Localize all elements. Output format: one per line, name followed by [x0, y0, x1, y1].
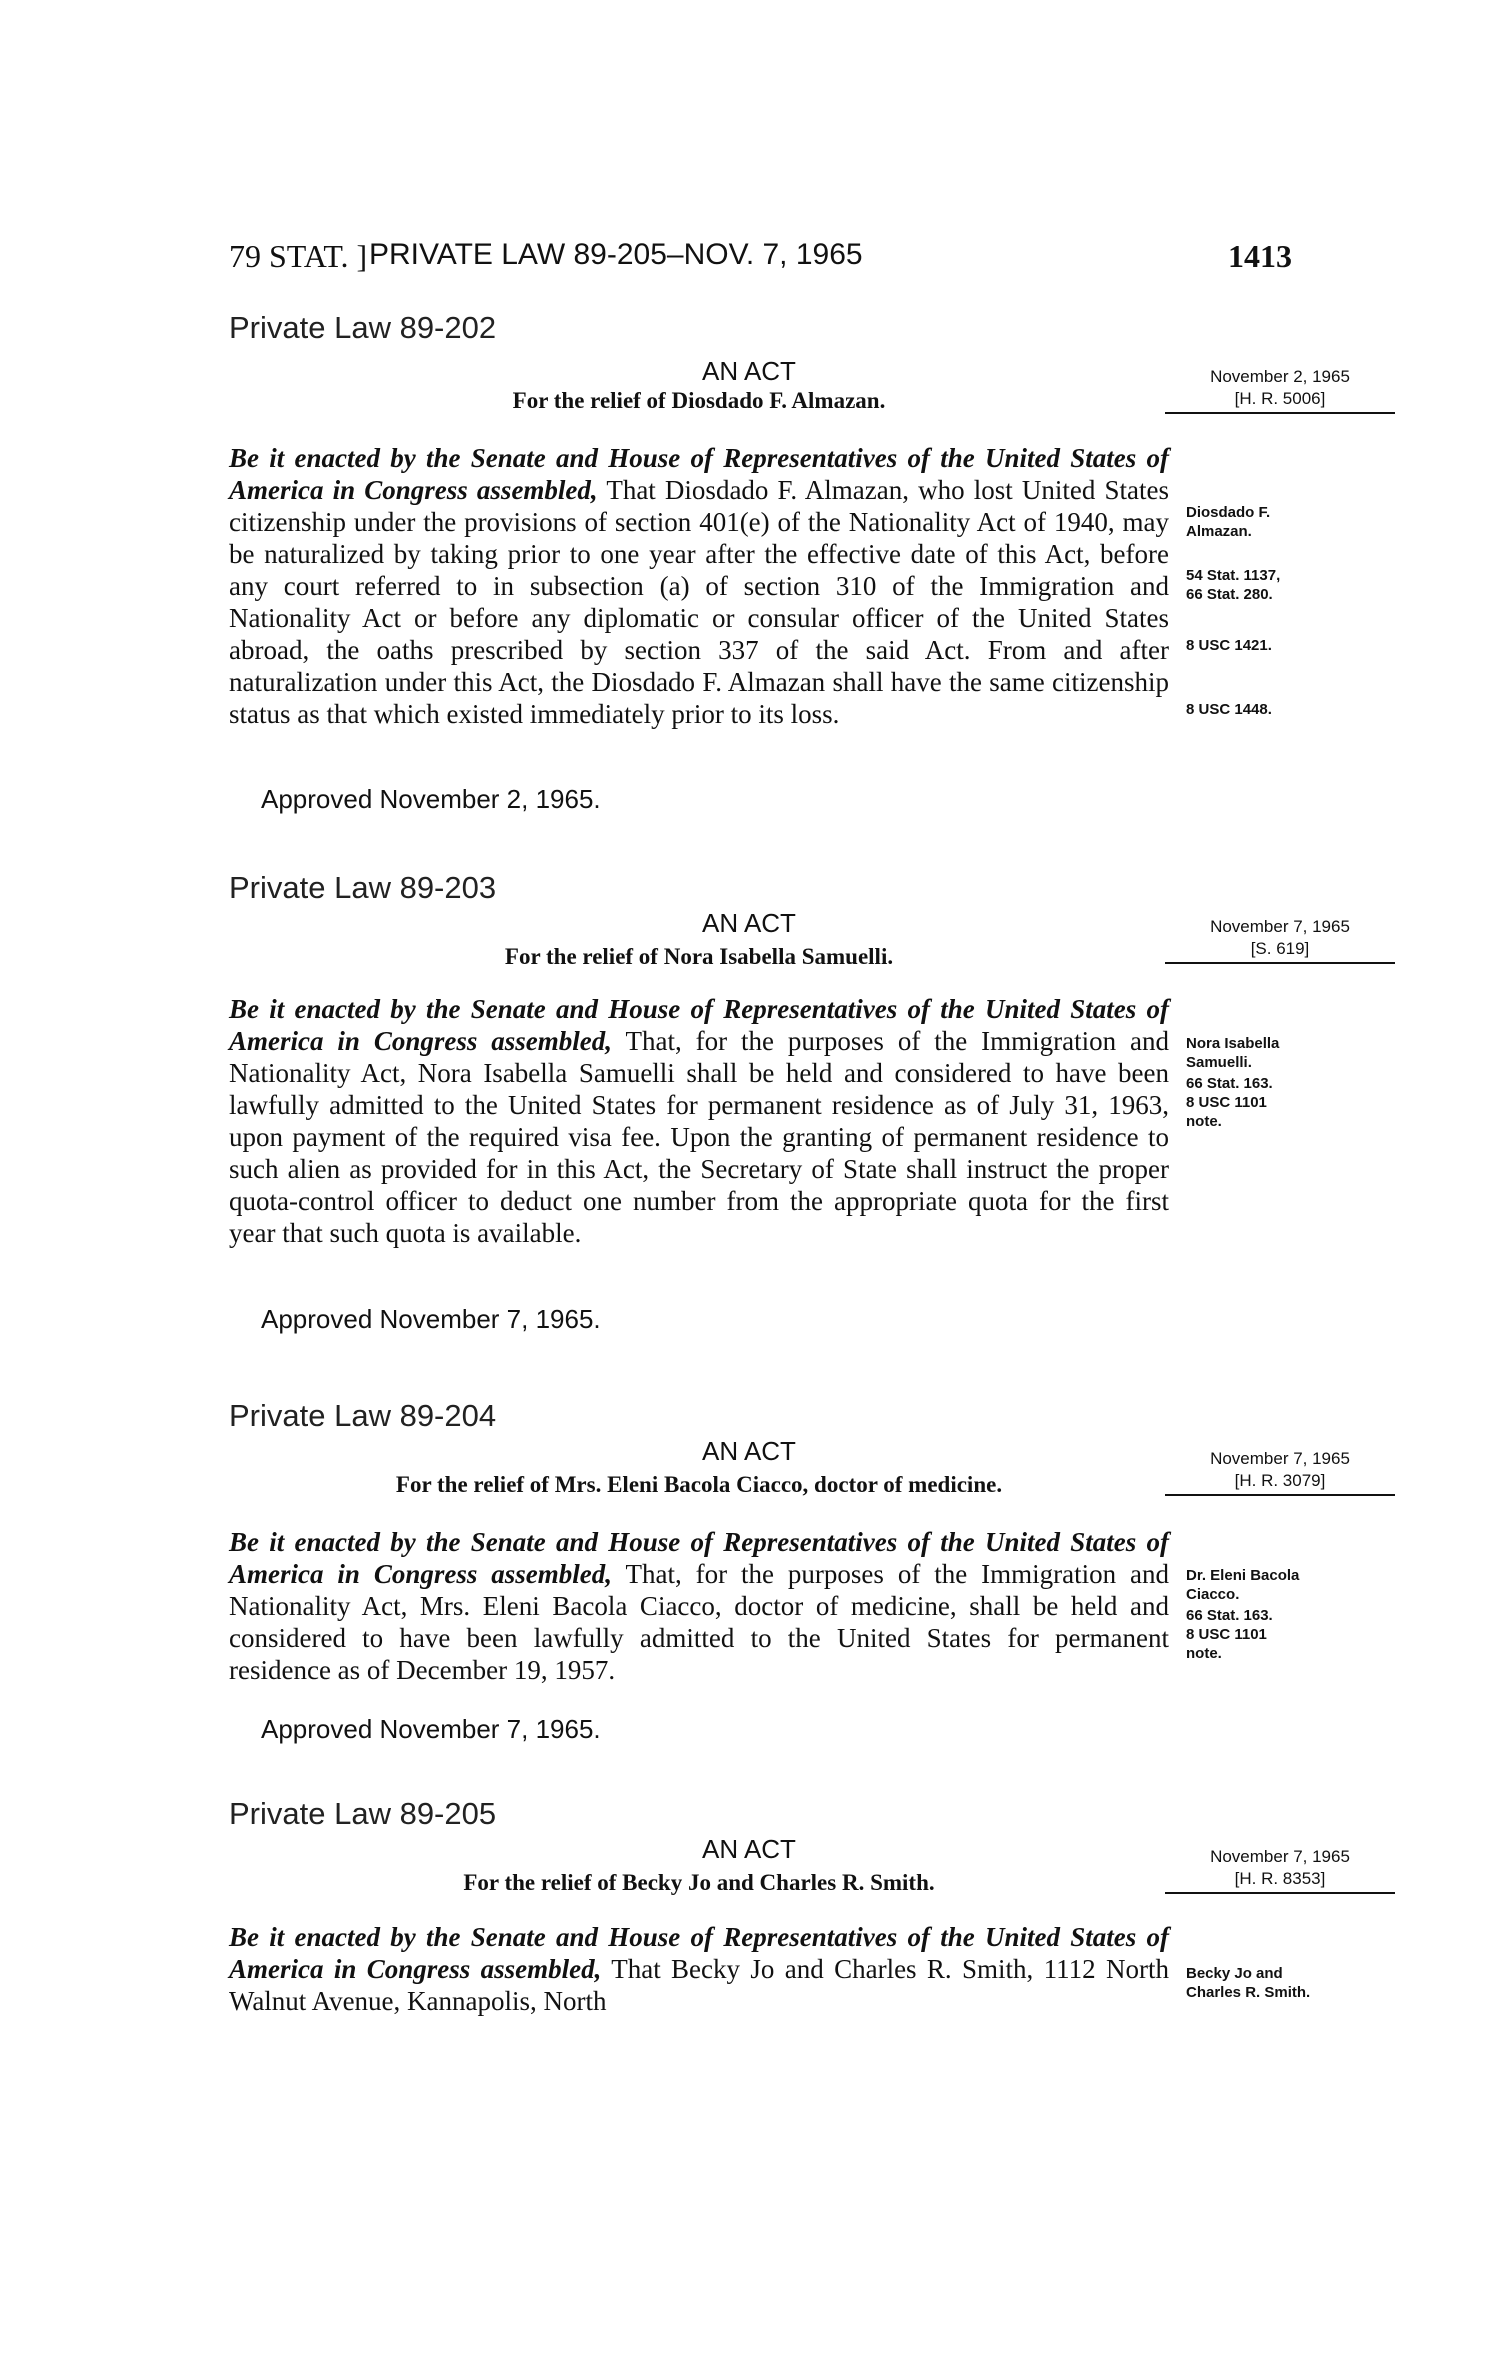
law-body — [229, 1526, 1169, 1686]
bill-number: [H. R. 8353] — [1165, 1868, 1395, 1894]
enacting-clause: Be it enacted by the Senate and House of Representatives of the United States of America in Congress assembled, — [229, 443, 1169, 505]
approval-date: November 7, 1965 — [1210, 917, 1350, 936]
bill-number: [S. 619] — [1165, 938, 1395, 964]
margin-note: 54 Stat. 1137, 66 Stat. 280. — [1186, 567, 1281, 603]
statute-volume: 79 STAT. ] — [229, 238, 368, 274]
margin-note: Dr. Eleni Bacola Ciacco. — [1186, 1567, 1300, 1603]
approved-line: Approved November 7, 1965. — [261, 1714, 601, 1744]
relief-line: For the relief of Mrs. Eleni Bacola Ciacco, doctor of medicine. — [395, 1472, 1003, 1497]
running-header — [229, 238, 1292, 278]
law-text: That, for the purposes of the Immigration and Nationality Act, Mrs. Eleni Bacola Ciacco, doctor of medicine, shall be held and considered to have been lawfully admitted to the United States for permanent residence as of December 19, 1957. — [229, 1559, 1170, 1685]
law-heading: Private Law 89-204 — [229, 1398, 497, 1433]
date-box — [1165, 1448, 1395, 1496]
approval-date: November 7, 1965 — [1210, 1449, 1350, 1468]
enacting-clause: Be it enacted by the Senate and House of Representatives of the United States of America in Congress assembled, — [229, 1922, 1169, 1984]
date-box — [1165, 916, 1395, 964]
approved-line: Approved November 2, 1965. — [261, 784, 601, 814]
margin-note: 66 Stat. 163. 8 USC 1101 note. — [1186, 1607, 1273, 1662]
relief-line: For the relief of Becky Jo and Charles R. Smith. — [463, 1870, 935, 1895]
bill-number: [H. R. 3079] — [1165, 1470, 1395, 1496]
relief-line: For the relief of Diosdado F. Almazan. — [512, 388, 886, 413]
date-box — [1165, 1846, 1395, 1894]
act-title: AN ACT — [702, 1834, 796, 1864]
act-title: AN ACT — [702, 356, 796, 386]
act-title: AN ACT — [702, 908, 796, 938]
approval-date: November 2, 1965 — [1210, 367, 1350, 386]
page-number: 1413 — [1228, 238, 1292, 274]
margin-note: 8 USC 1448. — [1186, 701, 1272, 718]
header-title: PRIVATE LAW 89-205–NOV. 7, 1965 — [369, 238, 863, 271]
approved-line: Approved November 7, 1965. — [261, 1304, 601, 1334]
law-heading: Private Law 89-202 — [229, 310, 497, 345]
law-body — [229, 1921, 1169, 2017]
law-text: That Diosdado F. Almazan, who lost United States citizenship under the provisions of section 401(e) of the Nationality Act of 1940, may be naturalized by taking prior to one year after the effective date of this Act, before any court referred to in subsection (a) of section 310 of the Immigration and Nationality Act or before any diplomatic or consular officer of the United States abroad, the oaths prescribed by section 337 of the said Act. From and after naturalization under this Act, the Diosdado F. Almazan shall have the same citizenship status as that which existed immediately prior to its loss. — [229, 475, 1170, 729]
date-box — [1165, 366, 1395, 414]
margin-note: 66 Stat. 163. 8 USC 1101 note. — [1186, 1075, 1273, 1130]
law-heading: Private Law 89-205 — [229, 1796, 497, 1831]
margin-note: Nora Isabella Samuelli. — [1186, 1035, 1280, 1071]
margin-note: Becky Jo and Charles R. Smith. — [1186, 1965, 1311, 2001]
act-title: AN ACT — [702, 1436, 796, 1466]
law-heading: Private Law 89-203 — [229, 870, 497, 905]
approval-date: November 7, 1965 — [1210, 1847, 1350, 1866]
law-text: That, for the purposes of the Immigration and Nationality Act, Nora Isabella Samuelli shall be held and considered to have been lawfully admitted to the United States for permanent residence as of July 31, 1963, upon payment of the required visa fee. Upon the granting of permanent residence to such alien as provided for in this Act, the Secretary of State shall instruct the proper quota-control officer to deduct one number from the appropriate quota for the first year that such quota is available. — [229, 1026, 1170, 1248]
law-text: That Becky Jo and Charles R. Smith, 1112 North Walnut Avenue, Kannapolis, North — [229, 1954, 1169, 2016]
enacting-clause: Be it enacted by the Senate and House of Representatives of the United States of America in Congress assembled, — [229, 994, 1169, 1056]
bill-number: [H. R. 5006] — [1165, 388, 1395, 414]
law-body — [229, 442, 1169, 730]
margin-note: Diosdado F. Almazan. — [1186, 504, 1271, 540]
relief-line: For the relief of Nora Isabella Samuelli. — [504, 944, 894, 969]
enacting-clause: Be it enacted by the Senate and House of Representatives of the United States of America in Congress assembled, — [229, 1527, 1169, 1589]
margin-note: 8 USC 1421. — [1186, 637, 1272, 654]
law-body — [229, 993, 1169, 1249]
